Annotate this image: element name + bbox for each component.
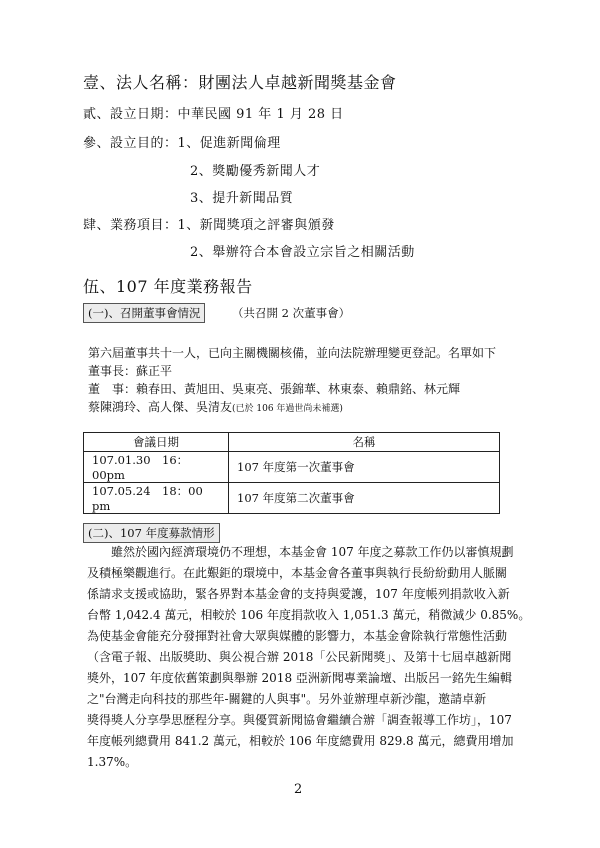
section1-label: (一)、召開董事會情況 (83, 303, 205, 323)
paragraph-line: （含電子報、出版獎助、與公視合辦 2018「公民新聞獎」、及第十七屆卓越新聞 (87, 650, 512, 664)
meeting-table (83, 432, 500, 514)
table-row (84, 452, 500, 483)
board-chair: 董事長：蘇正平 (88, 364, 173, 378)
paragraph-line: 年度帳列總費用 841.2 萬元，相較於 106 年度總費用 829.8 萬元，總費用增加 (87, 734, 514, 748)
business-2: 2、舉辦符合本會設立宗旨之相關活動 (190, 245, 415, 260)
fundraising-paragraph (87, 542, 531, 773)
report-title: 伍、107 年度業務報告 (83, 277, 253, 296)
header-name: 名稱 (229, 433, 500, 452)
paragraph-line: 獎得獎人分享學思歷程分享。與優質新聞協會繼續合辦「調查報導工作坊」，107 (87, 713, 512, 727)
board-members-names: 蔡陳鴻玲、高人傑、吳清友 (88, 400, 233, 414)
board-members-2 (88, 398, 343, 415)
purpose-1: 參、設立目的：1、促進新聞倫理 (83, 136, 281, 151)
purpose-2: 2、獎勵優秀新聞人才 (190, 164, 321, 179)
paragraph-line: 之"台灣走向科技的那些年-關鍵的人與事"。另外並辦理卓新沙龍，邀請卓新 (87, 692, 487, 706)
section1-note: （共召開 2 次董事會） (232, 306, 351, 320)
org-name-heading: 壹、法人名稱：財團法人卓越新聞獎基金會 (83, 73, 397, 92)
purpose-3: 3、提升新聞品質 (190, 191, 294, 206)
table-row (84, 483, 500, 514)
paragraph-line: 台幣 1,042.4 萬元，相較於 106 年度捐款收入 1,051.3 萬元，稍微減少 0.85%。 (87, 608, 531, 622)
section2-label: (二)、107 年度募款情形 (83, 523, 220, 543)
meeting-date: 107.05.24 18：00 pm (84, 483, 229, 514)
paragraph-line: 1.37%。 (87, 755, 138, 769)
paragraph-line: 雖然於國內經濟環境仍不理想，本基金會 107 年度之募款工作仍以審慎規劃 (87, 545, 514, 559)
paragraph-line: 為使基金會能充分發揮對社會大眾與媒體的影響力，本基金會除執行常態性活動 (87, 629, 508, 643)
founded-date: 貳、設立日期：中華民國 91 年 1 月 28 日 (83, 107, 344, 122)
paragraph-line: 獎外，107 年度依舊策劃與舉辦 2018 亞洲新聞專業論壇、出版呂一銘先生編輯 (87, 671, 512, 685)
paragraph-line: 及積極樂觀進行。在此艱鉅的環境中，本基金會各董事與執行長紛紛動用人脈關 (87, 566, 508, 580)
meeting-name: 107 年度第一次董事會 (229, 452, 500, 483)
board-members: 董 事：賴春田、黃旭田、吳東亮、張錦華、林東泰、賴鼎銘、林元輝 (88, 382, 461, 396)
meeting-date: 107.01.30 16：00pm (84, 452, 229, 483)
meeting-name: 107 年度第二次董事會 (229, 483, 500, 514)
board-members-note: (已於 106 年過世尚未補選) (232, 404, 343, 414)
page-number: 2 (294, 782, 303, 797)
header-date: 會議日期 (84, 433, 229, 452)
board-intro: 第六屆董事共十一人，已向主關機關核備，並向法院辦理變更登記。名單如下 (88, 346, 497, 360)
table-header-row (84, 433, 500, 452)
paragraph-line: 係請求支援或協助，緊各界對本基金會的支持與愛護，107 年度帳列捐款收入新 (87, 587, 510, 601)
business-1: 肆、業務項目：1、新聞獎項之評審與頒發 (83, 218, 335, 233)
